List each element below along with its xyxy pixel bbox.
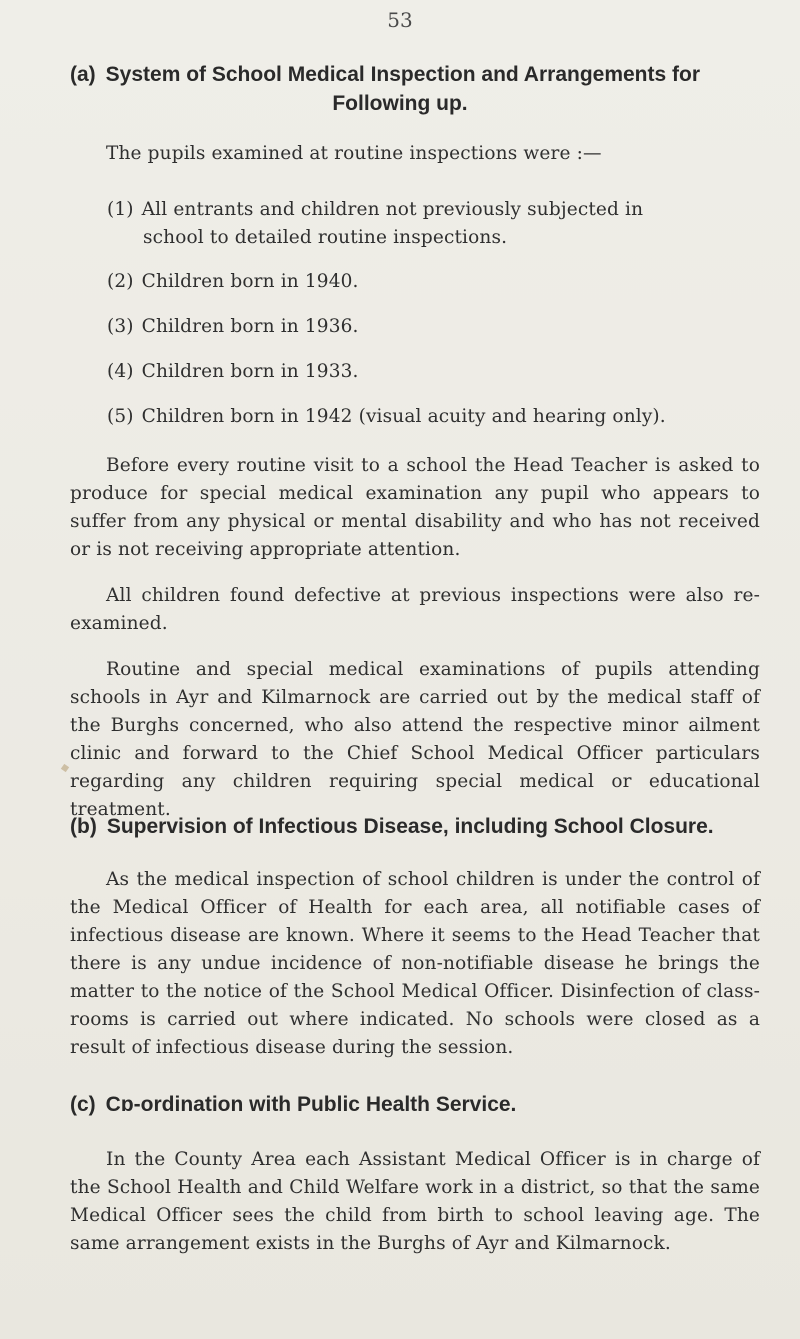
list-item-number: (5) <box>107 406 134 427</box>
section-a-intro: The pupils examined at routine inspections were :— <box>106 143 602 164</box>
section-a-heading <box>70 60 760 118</box>
list-item <box>107 268 757 296</box>
page-number: 53 <box>387 8 413 32</box>
section-c-letter: (c) <box>70 1093 96 1116</box>
list-item-number: (4) <box>107 361 134 382</box>
section-c-title: Cɒ-ordination with Public Health Service. <box>105 1093 517 1116</box>
list-item-text: Children born in 1942 (visual acuity and hearing only). <box>141 406 666 427</box>
list-item <box>107 196 757 252</box>
section-a-paragraph-2: All children found defective at previous inspections were also re-examined. <box>70 585 760 634</box>
list-item <box>107 403 757 431</box>
section-a-title-line1: System of School Medical Inspection and Arrangements for <box>105 63 701 86</box>
section-a-letter: (a) <box>70 63 96 86</box>
list-item <box>107 313 757 341</box>
list-item-text: Children born in 1936. <box>141 316 359 337</box>
list-item-text: All entrants and children not previously subjected in <box>141 199 644 220</box>
list-item <box>107 358 757 386</box>
list-item-text: Children born in 1940. <box>141 271 359 292</box>
list-item-number: (1) <box>107 199 134 220</box>
section-b-letter: (b) <box>70 815 97 838</box>
list-item-number: (3) <box>107 316 134 337</box>
section-a-paragraph-1: Before every routine visit to a school the Head Teacher is asked to produce for special medical examination any pupil who appears to suffer from any physical or mental disability and who has not received or is not receiving appropriate attention. <box>70 455 760 560</box>
section-b-paragraph: As the medical inspection of school children is under the control of the Medical Officer of Health for each area, all notifiable cases of infectious disease are known. Where it seems to the Head Teacher that there is any undue incidence of non-notifiable disease he brings the matter to the notice of the School Medical Officer. Disinfection of class-rooms is carried out where indicated. No schools were closed as a result of infectious disease during the session. <box>70 869 760 1058</box>
section-b-title: Supervision of Infectious Disease, including School Closure. <box>106 815 714 838</box>
section-c-heading <box>70 1090 760 1119</box>
paper-speck <box>61 764 69 772</box>
section-b-heading <box>70 812 760 841</box>
section-c-paragraph: In the County Area each Assistant Medical Officer is in charge of the School Health and Child Welfare work in a district, so that the same Medical Officer sees the child from birth to school leaving age. The same arrangement exists in the Burghs of Ayr and Kilmarnock. <box>70 1149 760 1254</box>
section-a-paragraph-3: Routine and special medical examinations of pupils attending schools in Ayr and Kilmarnock are carried out by the medical staff of the Burghs concerned, who also attend the respective minor ailment clinic and forward to the Chief School Medical Officer particulars regarding any children requiring special medical or educational treatment. <box>70 659 760 820</box>
list-item-text-continued: school to detailed routine inspections. <box>143 227 508 248</box>
list-item-text: Children born in 1933. <box>141 361 359 382</box>
list-item-number: (2) <box>107 271 134 292</box>
section-a-title-line2: Following up. <box>332 92 468 115</box>
